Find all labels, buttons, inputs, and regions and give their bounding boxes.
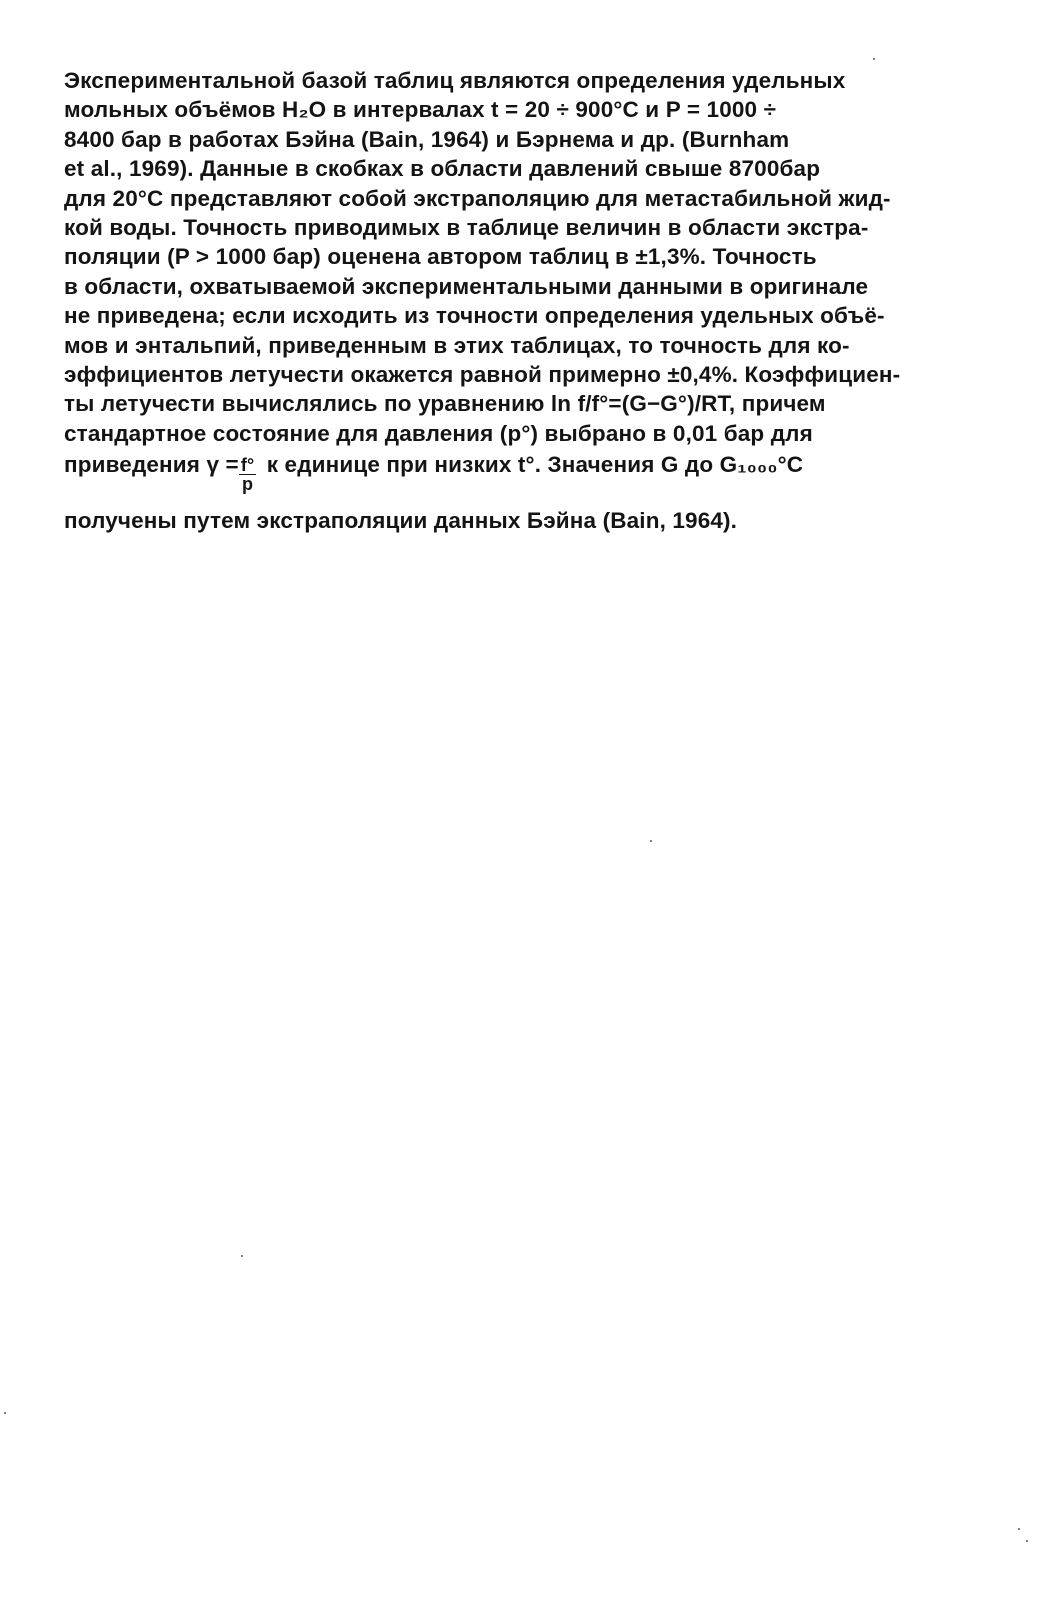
- fraction-denominator: p: [242, 474, 254, 495]
- line-text: мольных объёмов H₂O в интервалах t = 20 ÷ 900°C и P = 1000 ÷: [64, 97, 777, 123]
- text-line: [64, 66, 984, 95]
- line-text: стандартное состояние для давления (p°) выбрано в 0,01 бар для: [64, 420, 813, 446]
- text-line: [64, 506, 984, 535]
- scan-speck: [873, 58, 875, 60]
- text-line: [64, 95, 984, 124]
- line-text: не приведена; если исходить из точности определения удельных объё-: [64, 303, 885, 329]
- text-line: [64, 242, 984, 271]
- line-text: 8400 бар в работах Бэйна (Bain, 1964) и Бэрнема и др. (Burnham: [64, 126, 790, 152]
- line-text: Экспериментальной базой таблиц являются определения удельных: [64, 68, 846, 93]
- formula-line: [64, 448, 984, 506]
- text-line: [64, 213, 984, 242]
- text-line: [64, 331, 984, 360]
- text-line: [64, 125, 984, 154]
- gamma-fraction: [239, 456, 257, 493]
- line-text: et al., 1969). Данные в скобках в области давлений свыше 8700бар: [64, 156, 821, 182]
- scan-speck: [1018, 1528, 1020, 1530]
- text-line: [64, 272, 984, 301]
- line-text: мов и энтальпий, приведенным в этих таблицах, то точность для ко-: [64, 332, 850, 358]
- scan-speck: [650, 840, 652, 842]
- scan-speck: [1026, 1540, 1028, 1542]
- line-text: для 20°C представляют собой экстраполяцию для метастабильной жид-: [64, 185, 891, 211]
- text-line: [64, 360, 984, 389]
- line-text: ты летучести вычислялись по уравнению ln f/f°=(G−G°)/RT, причем: [64, 391, 826, 417]
- text-line: [64, 419, 984, 448]
- text-line: [64, 154, 984, 183]
- body-paragraph: [64, 66, 984, 535]
- line-text: кой воды. Точность приводимых в таблице величин в области экстра-: [64, 214, 869, 240]
- text-line: [64, 301, 984, 330]
- line-text: эффициентов летучести окажется равной примерно ±0,4%. Коэффициен-: [64, 361, 901, 387]
- line-text: поляции (P > 1000 бар) оценена автором таблиц в ±1,3%. Точность: [64, 244, 817, 270]
- line-text: получены путем экстраполяции данных Бэйна (Bain, 1964).: [64, 508, 738, 534]
- fraction-numerator: f°: [240, 455, 255, 476]
- scan-speck: [241, 1255, 243, 1257]
- scan-speck: [4, 1412, 6, 1414]
- line-text: в области, охватываемой экспериментальными данными в оригинале: [64, 273, 869, 299]
- text-line: [64, 184, 984, 213]
- formula-suffix: к единице при низких t°. Значения G до G₁₀₀₀°C: [260, 452, 804, 478]
- text-line: [64, 389, 984, 418]
- formula-prefix: приведения γ =: [64, 452, 239, 478]
